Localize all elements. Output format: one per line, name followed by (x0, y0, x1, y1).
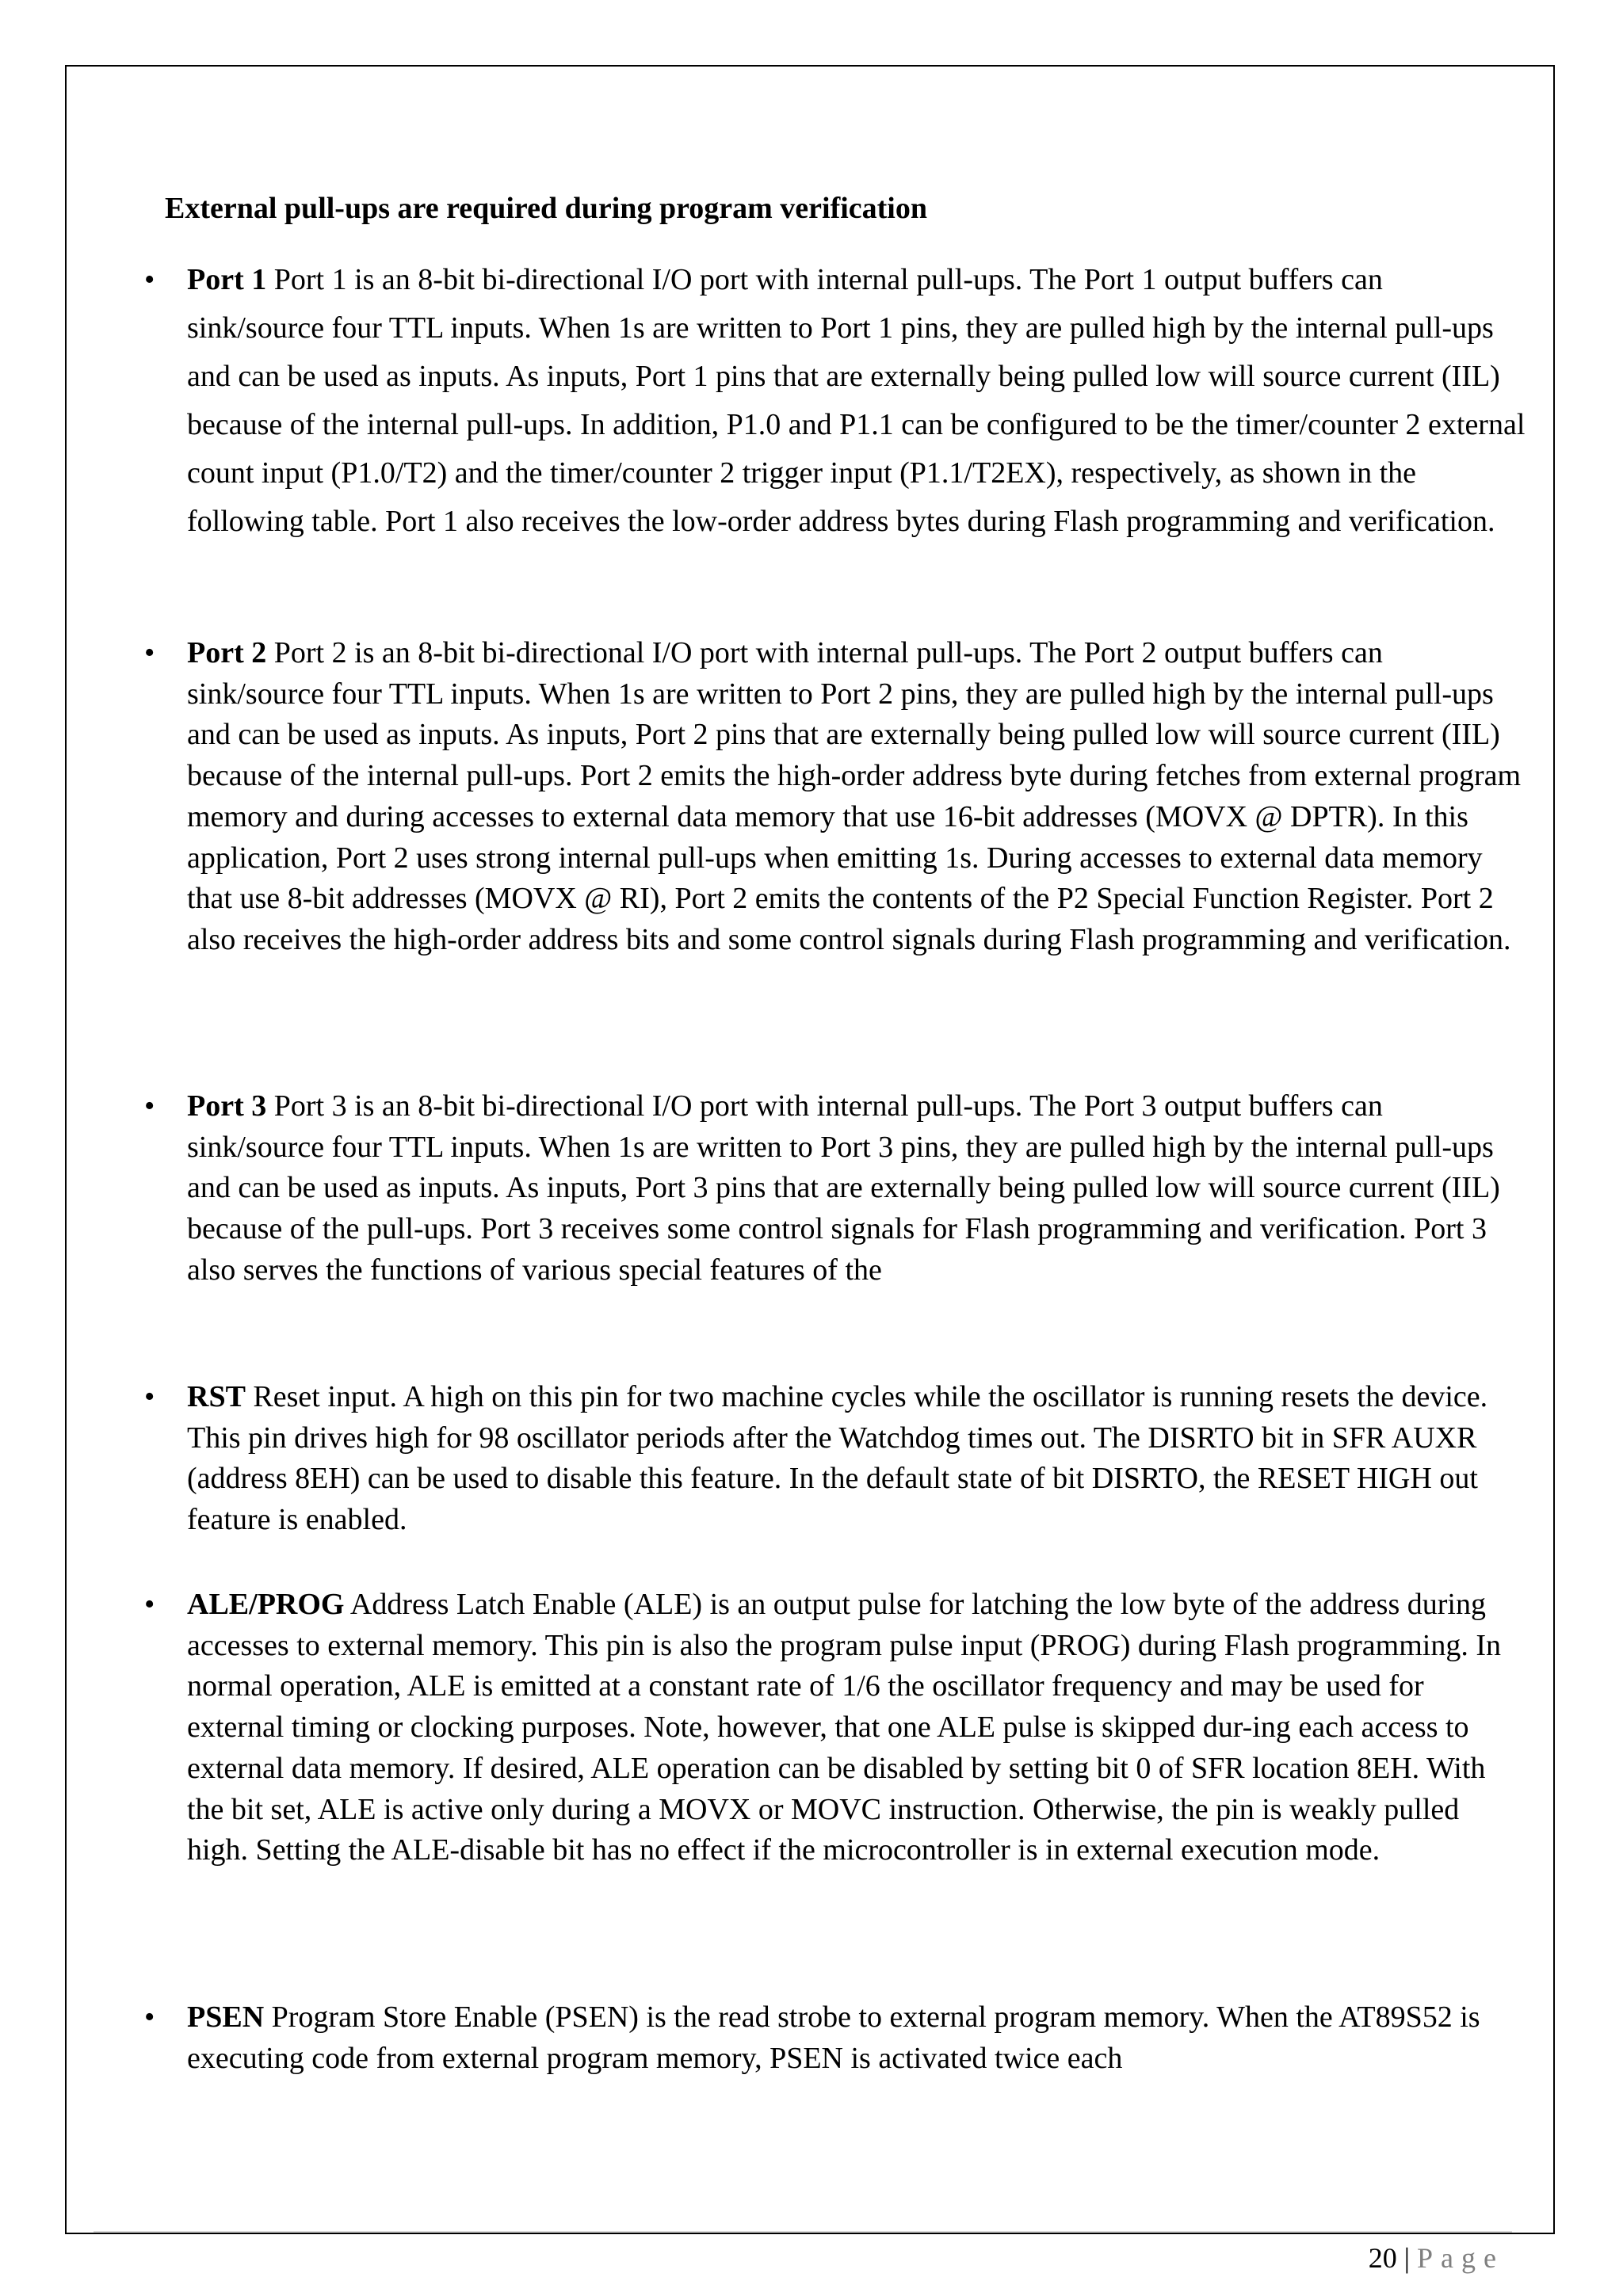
list-item-term: PSEN (187, 2000, 265, 2034)
list-item-term: RST (187, 1380, 246, 1413)
bullet-icon: • (144, 636, 155, 669)
section-heading: External pull-ups are required during program verification (165, 192, 927, 225)
page-number: 20 (1368, 2242, 1397, 2274)
footer-page-label: Page (1417, 2242, 1504, 2274)
list-item-term: Port 3 (187, 1089, 267, 1123)
list-item-text (187, 256, 1526, 546)
list-item-body: Reset input. A high on this pin for two machine cycles while the oscillator is running resets the device. This pin drives high for 98 oscillator periods after the Watchdog times out. The DISRTO bit in SFR AUXR (address 8EH) can be used to disable this feature. In the default state of bit DISRTO, the RESET HIGH out feature is enabled. (187, 1380, 1488, 1537)
list-item-term: Port 2 (187, 636, 267, 669)
list-item-text (187, 1377, 1526, 1541)
bullet-icon: • (144, 1089, 155, 1123)
list-item-body: Port 2 is an 8-bit bi-directional I/O port with internal pull-ups. The Port 2 output buffers can sink/source four TTL inputs. When 1s are written to Port 2 pins, they are pulled high by the internal pull-ups and can be used as inputs. As inputs, Port 2 pins that are externally being pulled low will source current (IIL) because of the internal pull-ups. Port 2 emits the high-order address byte during fetches from external program memory and during accesses to external data memory that use 16-bit addresses (MOVX @ DPTR). In this application, Port 2 uses strong internal pull-ups when emitting 1s. During accesses to external data memory that use 8-bit addresses (MOVX @ RI), Port 2 emits the contents of the P2 Special Function Register. Port 2 also receives the high-order address bits and some control signals during Flash programming and verification. (187, 636, 1522, 956)
page-footer (1369, 2241, 1504, 2275)
bullet-icon: • (144, 2000, 155, 2034)
list-item-body: Port 3 is an 8-bit bi-directional I/O port with internal pull-ups. The Port 3 output buffers can sink/source four TTL inputs. When 1s are written to Port 3 pins, they are pulled high by the internal pull-ups and can be used as inputs. As inputs, Port 3 pins that are externally being pulled low will source current (IIL) because of the pull-ups. Port 3 receives some control signals for Flash programming and verification. Port 3 also serves the functions of various special features of the (187, 1089, 1500, 1287)
bullet-icon: • (144, 1380, 155, 1413)
footer-rule (94, 2231, 1512, 2233)
list-item-text (187, 1086, 1526, 1291)
list-item-term: ALE/PROG (187, 1588, 345, 1621)
bullet-icon: • (144, 263, 155, 296)
list-item-text (187, 633, 1526, 961)
list-item-term: Port 1 (187, 263, 267, 296)
list-item-body: Program Store Enable (PSEN) is the read strobe to external program memory. When the AT89S52 is executing code from external program memory, PSEN is activated twice each (187, 2000, 1480, 2075)
bullet-icon: • (144, 1588, 155, 1621)
list-item-body: Port 1 is an 8-bit bi-directional I/O port with internal pull-ups. The Port 1 output buffers can sink/source four TTL inputs. When 1s are written to Port 1 pins, they are pulled high by the internal pull-ups and can be used as inputs. As inputs, Port 1 pins that are externally being pulled low will source current (IIL) because of the internal pull-ups. In addition, P1.0 and P1.1 can be configured to be the timer/counter 2 external count input (P1.0/T2) and the timer/counter 2 trigger input (P1.1/T2EX), respectively, as shown in the following table. Port 1 also receives the low-order address bytes during Flash programming and verification. (187, 263, 1526, 538)
list-item-text (187, 1585, 1526, 1871)
list-item-body: Address Latch Enable (ALE) is an output pulse for latching the low byte of the address during accesses to external memory. This pin is also the program pulse input (PROG) during Flash programming. In normal operation, ALE is emitted at a constant rate of 1/6 the oscillator frequency and may be used for external timing or clocking purposes. Note, however, that one ALE pulse is skipped dur-ing each access to external data memory. If desired, ALE operation can be disabled by setting bit 0 of SFR location 8EH. With the bit set, ALE is active only during a MOVX or MOVC instruction. Otherwise, the pin is weakly pulled high. Setting the ALE-disable bit has no effect if the microcontroller is in external execution mode. (187, 1588, 1501, 1867)
footer-separator: | (1403, 2242, 1411, 2274)
list-item-text (187, 1997, 1526, 2079)
